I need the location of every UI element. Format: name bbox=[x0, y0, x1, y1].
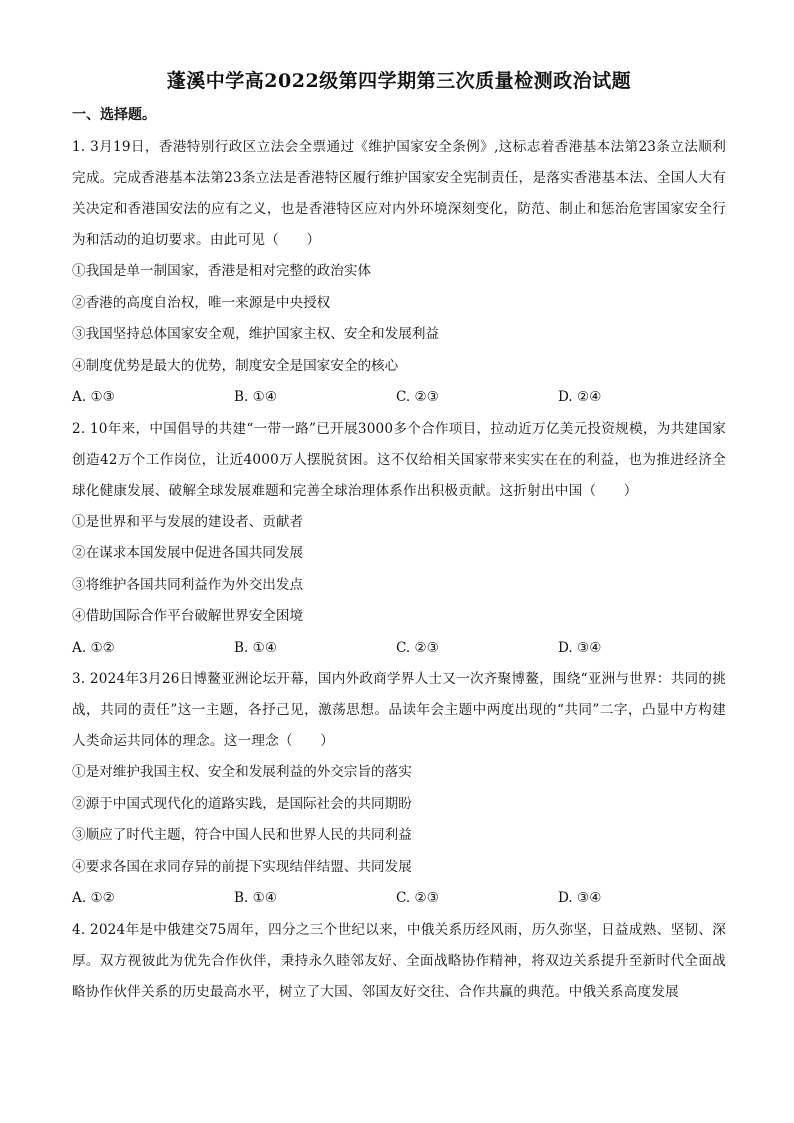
choice-d: D. ③④ bbox=[558, 639, 602, 656]
choice-a: A. ①③ bbox=[72, 389, 115, 405]
answer-choices bbox=[72, 633, 726, 665]
exam-title: 蓬溪中学高2022级第四学期第三次质量检测政治试题 bbox=[166, 70, 632, 92]
statement-option: ②香港的高度自治权，唯一来源是中央授权 bbox=[72, 294, 331, 311]
choice-c: C. ②③ bbox=[396, 890, 439, 906]
statement-option: ③将维护各国共同利益作为外交出发点 bbox=[72, 576, 304, 593]
choice-a: A. ①② bbox=[72, 639, 115, 656]
statement-option: ①是世界和平与发展的建设者、贡献者 bbox=[72, 513, 304, 530]
statement-option: ③我国坚持总体国家安全观，维护国家主权、安全和发展利益 bbox=[72, 326, 440, 342]
answer-choices bbox=[72, 382, 726, 414]
choice-d: D. ③④ bbox=[558, 890, 602, 906]
question-1 bbox=[72, 132, 726, 414]
question-stem: 4. 2024年是中俄建交75周年，四分之三个世纪以来，中俄关系历经风雨，历久弥坚，日益成熟、坚韧、深厚。双方视彼此为优先合作伙伴，秉持永久睦邻友好、全面战略协作精神，将双边关系提升至新时代全面战略协作伙伴关系的历史最高水平，树立了大国、邻国友好交往、合作共赢的典范。中俄关系高度发展 bbox=[72, 921, 726, 1000]
statement-option: ②源于中国式现代化的道路实践，是国际社会的共同期盼 bbox=[72, 795, 412, 812]
statement-option: ④制度优势是最大的优势，制度安全是国家安全的核心 bbox=[72, 357, 399, 374]
question-2 bbox=[72, 414, 726, 665]
question-stem: 2. 10年来，中国倡导的共建“一带一路”已开展3000多个合作项目，拉动近万亿美元投资规模，为共建国家创造42万个工作岗位，让近4000万人摆脱贫困。这不仅给相关国家带来实实在在的利益，也为推进经济全球化健康发展、破解全球发展难题和完善全球治理体系作出积极贡献。这折射出中国（ ） bbox=[72, 420, 726, 499]
question-3 bbox=[72, 664, 726, 915]
answer-choices bbox=[72, 883, 726, 915]
statement-option: ④要求各国在求同存异的前提下实现结伴结盟、共同发展 bbox=[72, 858, 412, 875]
section-heading: 一、选择题。 bbox=[72, 107, 156, 123]
statement-option: ①是对维护我国主权、安全和发展利益的外交宗旨的落实 bbox=[72, 764, 412, 780]
choice-a: A. ①② bbox=[72, 890, 115, 906]
statement-option: ①我国是单一制国家，香港是相对完整的政治实体 bbox=[72, 263, 372, 279]
question-4 bbox=[72, 915, 726, 1008]
choice-c: C. ②③ bbox=[396, 639, 439, 656]
question-stem: 3. 2024年3月26日博鳌亚洲论坛开幕，国内外政商学界人士又一次齐聚博鳌，围绕“亚洲与世界：共同的挑战，共同的责任”这一主题，各抒己见，激荡思想。品读年会主题中两度出现的“共同”二字，凸显中方构建人类命运共同体的理念。这一理念（ ） bbox=[72, 671, 726, 749]
choice-b: B. ①④ bbox=[234, 389, 278, 405]
statement-option: ②在谋求本国发展中促进各国共同发展 bbox=[72, 545, 304, 561]
choice-c: C. ②③ bbox=[396, 389, 439, 405]
question-stem: 1. 3月19日，香港特别行政区立法会全票通过《维护国家安全条例》,这标志着香港基本法第23条立法顺利完成。完成香港基本法第23条立法是香港特区履行维护国家安全宪制责任，是落实香港基本法、全国人大有关决定和香港国安法的应有之义，也是香港特区应对内外环境深刻变化，防范、制止和惩治危害国家安全行为和活动的迫切要求。由此可见（ ） bbox=[72, 139, 726, 248]
choice-d: D. ②④ bbox=[558, 389, 602, 405]
choice-b: B. ①④ bbox=[234, 890, 278, 906]
choice-b: B. ①④ bbox=[234, 639, 278, 656]
statement-option: ③顺应了时代主题，符合中国人民和世界人民的共同利益 bbox=[72, 827, 412, 843]
statement-option: ④借助国际合作平台破解世界安全困境 bbox=[72, 608, 304, 624]
